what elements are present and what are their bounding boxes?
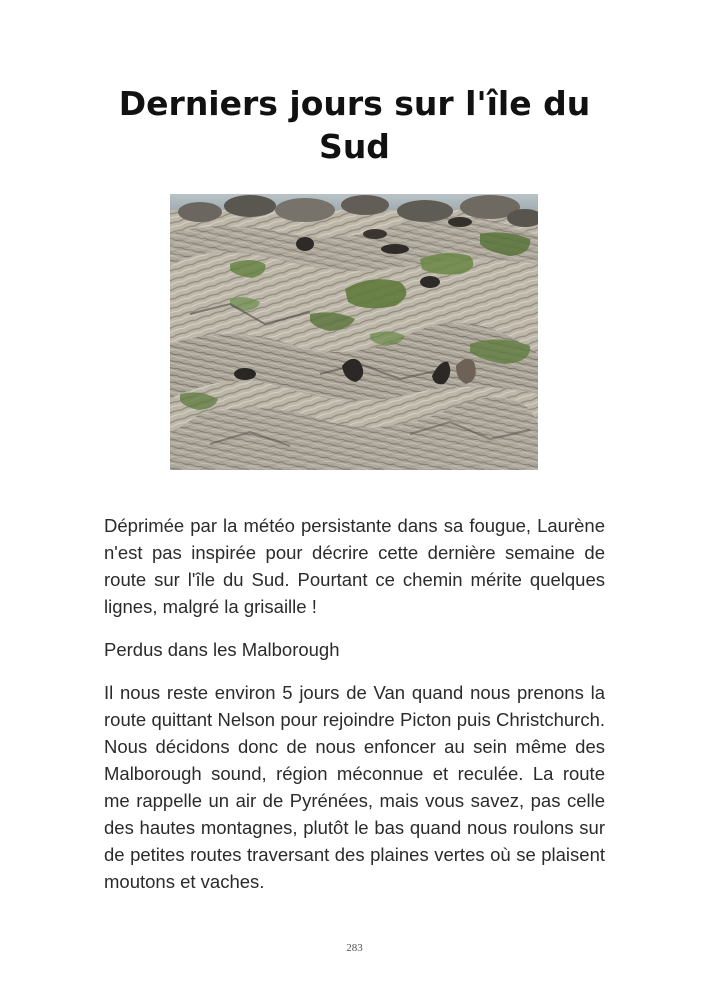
page-title: Derniers jours sur l'île du Sud xyxy=(118,84,591,166)
page-number: 283 xyxy=(346,942,363,954)
paragraph-intro: Déprimée par la météo persistante dans sa fougue, Laurène n'est pas inspirée pour décrire cette dernière semaine de route sur l'île du Sud. Pourtant ce chemin mérite quelques lignes, malgré la grisaille ! xyxy=(104,515,605,617)
body-text xyxy=(104,512,605,911)
paragraph-malborough: Il nous reste environ 5 jours de Van quand nous prenons la route quittant Nelson pour rejoindre Picton puis Christchurch. Nous décidons donc de nous enfoncer au sein même des Malborough sound, région méconnue et reculée. La route me rappelle un air de Pyrénées, mais vous savez, pas celle des hautes montagnes, plutôt le bas quand nous roulons sur de petites routes traversant des plaines vertes où se plaisent moutons et vaches. xyxy=(104,682,605,892)
seals-on-rocks-photo xyxy=(170,194,538,470)
section-subheading: Perdus dans les Malborough xyxy=(104,639,340,660)
